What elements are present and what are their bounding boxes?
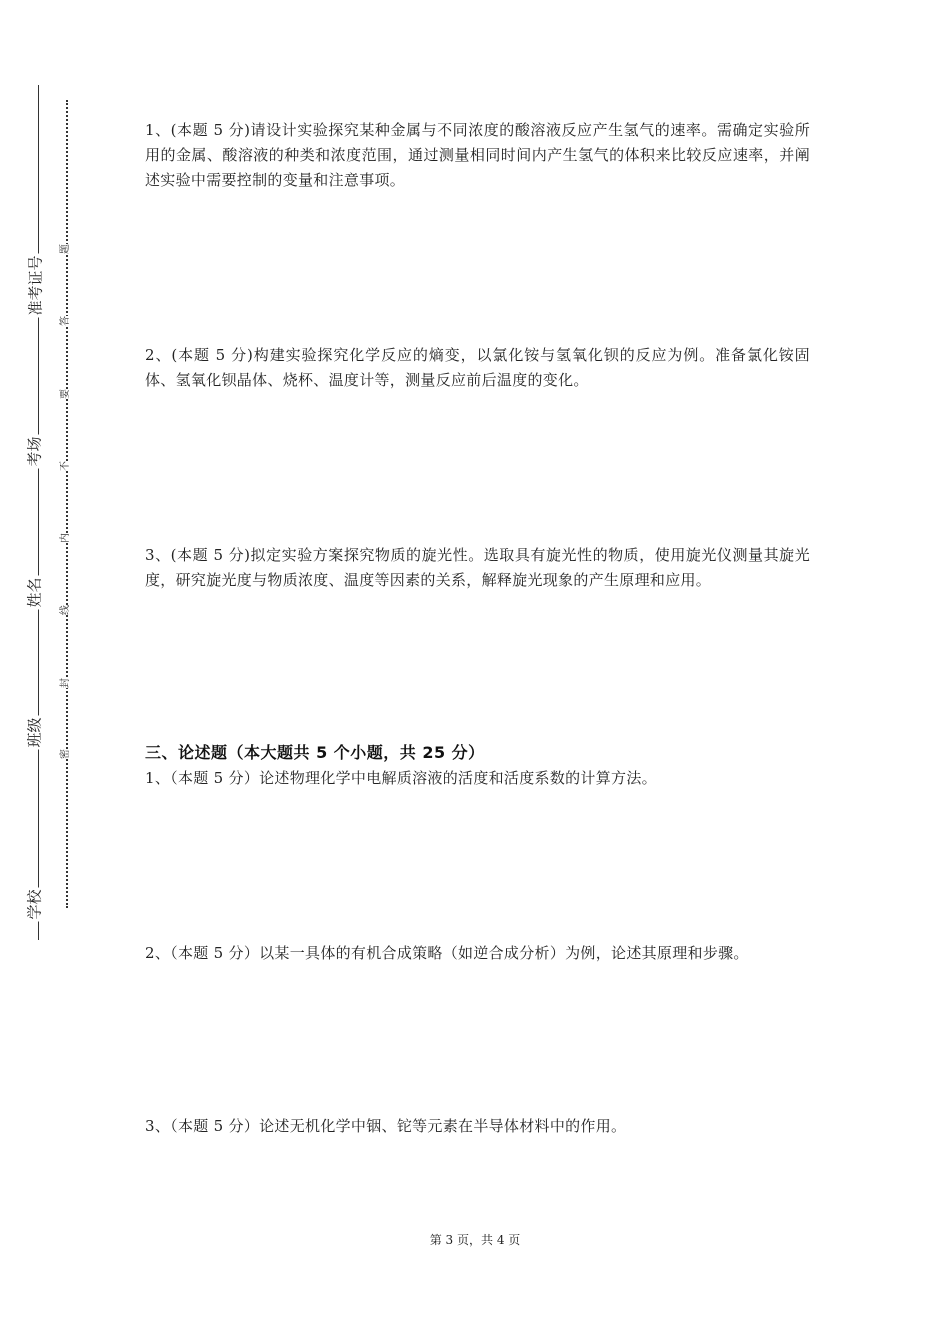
seal-char: 内 (60, 533, 71, 543)
seal-char: 密 (60, 749, 71, 759)
field-school: 学校 (25, 889, 44, 920)
page-number: 第 3 页，共 4 页 (429, 1233, 521, 1247)
question-2-3: 3、(本题 5 分)拟定实验方案探究物质的旋光性。选取具有旋光性的物质，使用旋光仪测量其旋光度，研究旋光度与物质浓度、温度等因素的关系，解释旋光现象的产生原理和应用。 (145, 546, 810, 589)
section-title-essay: 三、论述题（本大题共 5 个小题，共 25 分） (145, 743, 485, 762)
binding-solid-line (38, 85, 39, 940)
field-name: 姓名 (25, 577, 44, 608)
question-2-1: 1、(本题 5 分)请设计实验探究某种金属与不同浓度的酸溶液反应产生氢气的速率。需确定实验所用的金属、酸溶液的种类和浓度范围，通过测量相同时间内产生氢气的体积来比较反应速率，并阐述实验中需要控制的变量和注意事项。 (145, 121, 810, 189)
question-3-3: 3、（本题 5 分）论述无机化学中铟、铊等元素在半导体材料中的作用。 (145, 1117, 627, 1135)
seal-char: 封 (60, 678, 71, 688)
question-2-2: 2、(本题 5 分)构建实验探究化学反应的熵变，以氯化铵与氢氧化钡的反应为例。准备氯化铵固体、氢氧化钡晶体、烧杯、温度计等，测量反应前后温度的变化。 (145, 346, 810, 389)
seal-char: 线 (60, 605, 71, 615)
field-exam-room: 考场 (25, 436, 44, 467)
question-3-2: 2、（本题 5 分）以某一具体的有机合成策略（如逆合成分析）为例，论述其原理和步骤。 (145, 944, 749, 962)
seal-char: 不 (60, 461, 71, 471)
seal-dotted-line (66, 100, 68, 908)
seal-char: 要 (60, 389, 71, 399)
seal-char: 题 (60, 244, 71, 254)
seal-char: 答 (60, 316, 71, 326)
field-class: 班级 (25, 717, 44, 748)
field-exam-number: 准考证号 (26, 255, 45, 316)
question-3-1: 1、（本题 5 分）论述物理化学中电解质溶液的活度和活度系数的计算方法。 (145, 769, 657, 787)
